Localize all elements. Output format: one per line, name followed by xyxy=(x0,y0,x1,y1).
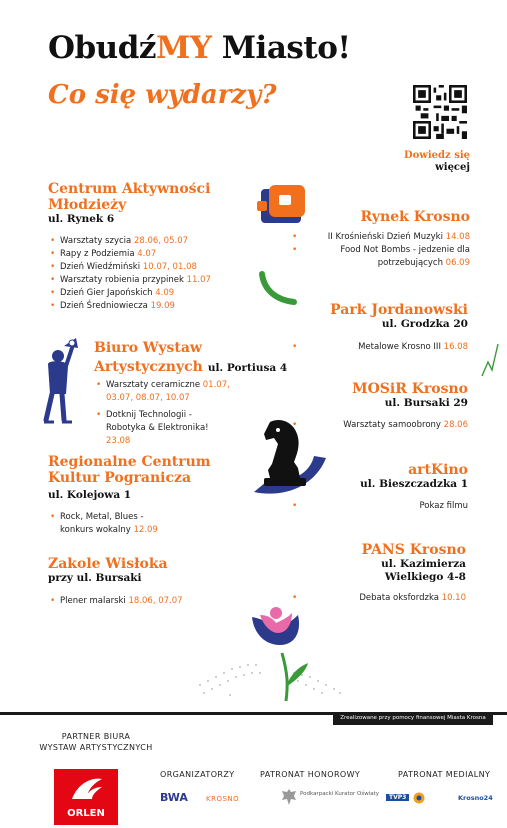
venue-name-line2: Kultur Pogranicza xyxy=(48,470,192,486)
venue-artkino xyxy=(290,462,468,513)
venue-address-line1: ul. Kazimierza xyxy=(381,558,466,570)
event-list xyxy=(290,341,468,354)
venue-address-line2: Wielkiego 4-8 xyxy=(384,571,466,583)
event-list xyxy=(290,419,468,432)
flower-decoration-icon xyxy=(190,605,350,705)
list-item: • Warsztaty robienia przypinek 11.07 xyxy=(48,274,248,287)
venue-name-line2: Artystycznych xyxy=(94,359,203,375)
venue-bwa xyxy=(94,340,314,448)
venue-address: ul. Bieszczadzka 1 xyxy=(360,478,468,490)
venue-cam xyxy=(48,181,248,313)
venue-name: Zakole Wisłoka xyxy=(48,556,168,572)
venue-park xyxy=(290,302,468,354)
krosno-logo: KROSNO xyxy=(206,795,240,803)
qr-code-icon[interactable] xyxy=(413,85,467,139)
list-item: • Rapy z Podziemia 4.07 xyxy=(48,248,248,261)
page-subtitle: Co się wydarzy? xyxy=(48,80,277,110)
eagle-emblem-icon xyxy=(281,788,297,806)
list-item: • Metalowe Krosno III 16.08 xyxy=(290,341,468,354)
radio-logo-icon xyxy=(413,792,425,804)
honorary-patronage-label: PATRONAT HONOROWY xyxy=(260,770,361,779)
list-item: • Warsztaty samoobrony 28.06 xyxy=(290,419,468,432)
event-list xyxy=(290,231,470,270)
bwa-logo: BWA xyxy=(160,791,188,804)
list-item: • Dzień Średniowiecza 19.09 xyxy=(48,300,248,313)
person-with-megaphone-icon xyxy=(42,336,88,426)
venue-pans xyxy=(290,542,466,605)
venue-name: MOSiR Krosno xyxy=(352,381,468,397)
venue-rynek xyxy=(290,209,470,270)
venue-address: przy ul. Bursaki xyxy=(48,572,142,584)
venue-name: Centrum Aktywności Młodzieży xyxy=(48,181,211,213)
list-item: • Food Not Bombs - jedzenie dla potrzebujących 06.09 xyxy=(290,244,470,270)
venue-name: PANS Krosno xyxy=(361,542,466,558)
list-item: • Pokaz filmu xyxy=(290,500,468,513)
list-item: • Dzień Gier Japońskich 4.09 xyxy=(48,287,248,300)
page-title: ObudźMY Miasto! xyxy=(48,30,351,66)
event-list xyxy=(48,511,178,537)
venue-address: ul. Bursaki 29 xyxy=(384,397,468,409)
green-zigzag-icon xyxy=(480,340,500,380)
list-item: • Rock, Metal, Blues - konkurs wokalny 12.09 xyxy=(48,511,178,537)
media-patronage-label: PATRONAT MEDIALNY xyxy=(398,770,491,779)
orlen-eagle-icon xyxy=(54,769,118,809)
venue-address: ul. Portiusa 4 xyxy=(207,362,288,374)
venue-name: Park Jordanowski xyxy=(330,302,468,318)
event-list xyxy=(48,235,248,313)
list-item: • Plener malarski 18.06, 07.07 xyxy=(48,595,238,608)
funding-note: Zrealizowane przy pomocy finansowej Miasta Krosna xyxy=(333,712,493,725)
venue-name-line1: Regionalne Centrum xyxy=(48,454,211,470)
partner-label: PARTNER BIURA WYSTAW ARTYSTYCZNYCH xyxy=(39,732,153,752)
venue-rckp xyxy=(48,454,238,537)
list-item: • Debata oksfordzka 10.10 xyxy=(290,592,466,605)
venue-name: artKino xyxy=(408,462,468,478)
list-item: • Dzień Wiedźmiński 10.07, 01.08 xyxy=(48,261,248,274)
venue-address: ul. Kolejowa 1 xyxy=(48,489,132,501)
organizers-label: ORGANIZATORZY xyxy=(160,770,235,779)
event-list xyxy=(94,379,234,448)
event-list xyxy=(48,595,238,608)
krosno24-logo: Krosno24 xyxy=(458,794,493,802)
orlen-text: ORLEN xyxy=(67,808,105,819)
venue-zakole xyxy=(48,556,238,608)
venue-name: Rynek Krosno xyxy=(360,209,470,225)
venue-mosir xyxy=(290,381,468,432)
venue-address: ul. Rynek 6 xyxy=(48,213,115,225)
venue-name-line1: Biuro Wystaw xyxy=(94,340,202,356)
qr-caption: Dowiedz się więcej xyxy=(403,150,470,173)
tvp3-logo: TVP3 xyxy=(386,794,409,801)
list-item: • II Krośnieński Dzień Muzyki 14.08 xyxy=(290,231,470,244)
list-item: • Warsztaty ceramiczne 01.07, 03.07, 08.07, 10.07 xyxy=(94,379,234,405)
list-item: • Warsztaty szycia 28.06, 05.07 xyxy=(48,235,248,248)
kurator-logo: Podkarpacki Kurator Oświaty xyxy=(300,791,380,797)
list-item: • Dotknij Technologii - Robotyka & Elektronika! 23.08 xyxy=(94,409,234,448)
event-list xyxy=(290,500,468,513)
venue-address: ul. Grodzka 20 xyxy=(381,318,468,330)
event-list xyxy=(290,592,466,605)
